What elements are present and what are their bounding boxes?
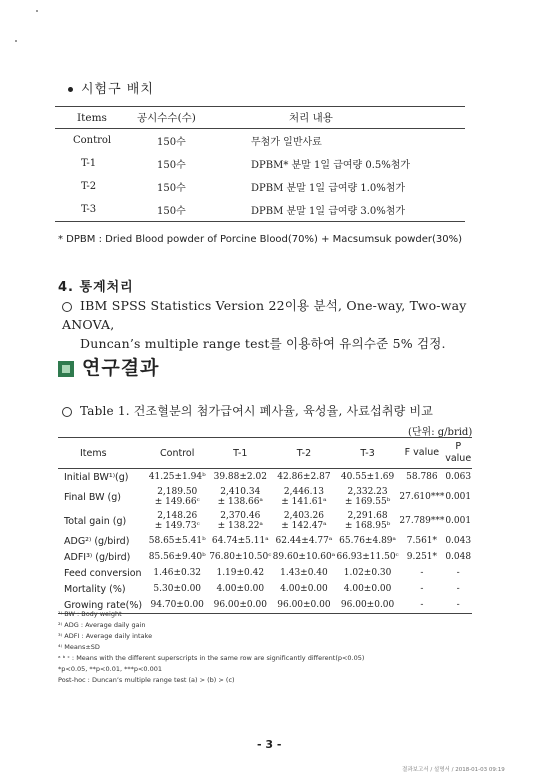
cell-t3: 1.02±0.30 — [343, 568, 392, 578]
cell-c: 85.56±9.40ᵇ — [148, 552, 206, 562]
cell-c: 94.70±0.00 — [146, 597, 209, 614]
footnote-line: Post-hoc : Duncan’s multiple range test (a) > (b) > (c) — [58, 676, 235, 684]
cell-t1: 4.00±0.00 — [216, 584, 265, 594]
cell-t3: 66.93±11.50ᶜ — [336, 552, 399, 562]
cell-t2: 96.00±0.00 — [272, 597, 336, 614]
cell-t3: 96.00±0.00 — [336, 597, 400, 614]
table1-caption: Table 1. 건조혈분의 첨가급여시 폐사율, 육성율, 사료섭취량 비교 — [62, 402, 433, 421]
section4-title: 4. 통계처리 — [58, 280, 134, 295]
header-p-value: P value — [444, 438, 472, 469]
row-label: ADG²⁾ (g/bird) — [64, 535, 130, 547]
bullet-icon — [68, 87, 73, 92]
cell-t1: 76.80±10.50ᶜ — [209, 552, 272, 562]
cell-p-value: 0.063 — [445, 472, 472, 482]
section4-line2: Duncan’s multiple range test를 이용하여 유의수준 5% 검정. — [80, 336, 446, 351]
table-row — [58, 469, 472, 486]
scan-mark — [36, 10, 38, 12]
cell-p-value: - — [444, 597, 472, 614]
scan-mark — [15, 40, 17, 42]
cell-line: ± 169.55ᵇ — [344, 497, 391, 507]
table-row — [58, 485, 472, 509]
section4-text — [62, 296, 502, 353]
cell-line: ± 149.73ᶜ — [154, 521, 200, 531]
row-label: Growing rate(%) — [58, 597, 146, 614]
cell-c — [146, 509, 209, 533]
cell-line: ± 142.47ᵃ — [281, 521, 327, 531]
table-header-row — [58, 438, 472, 469]
cell-f-value: - — [399, 597, 444, 614]
cell-t3: 40.55±1.69 — [340, 472, 395, 482]
cell: DPBM* 분말 1일 급여량 0.5%첨가 — [251, 160, 411, 171]
cell-t2: 89.60±10.60ᵃ — [272, 552, 336, 562]
header-t1: T-1 — [208, 438, 272, 469]
cell-t1: 39.88±2.02 — [213, 472, 267, 482]
cell-line: 2,403.26 — [283, 511, 324, 521]
cell-t3: 65.76±4.89ᵃ — [339, 536, 396, 546]
table-row — [58, 509, 472, 533]
cell-line: ± 138.66ᵃ — [217, 497, 263, 507]
table-row — [55, 198, 465, 222]
cell-line: 2,148.26 — [157, 511, 198, 521]
table-row — [58, 549, 472, 565]
table-footnote: * DPBM : Dried Blood powder of Porcine Blood(70%) + Macsumsuk powder(30%) — [58, 234, 463, 245]
table-row — [58, 565, 472, 581]
footnote-line: ³⁾ ADFI : Average daily intake — [58, 632, 153, 640]
cell-t3 — [336, 485, 400, 509]
table1-unit: (단위: g/brid) — [408, 427, 473, 438]
table-row — [55, 175, 465, 198]
header-items: Items — [58, 438, 146, 469]
results-heading: 연구결과 — [58, 353, 159, 380]
cell: T-3 — [55, 198, 137, 222]
cell-p-value: 0.048 — [445, 552, 472, 562]
header-count: 공시수수(수) — [137, 107, 229, 129]
table-header-row — [55, 107, 465, 129]
footnote-line: ¹⁾ BW : Body weight — [58, 610, 122, 618]
cell-t2: 1.43±0.40 — [280, 568, 328, 578]
cell-line: ± 168.95ᵇ — [344, 521, 391, 531]
cell-t2: 42.86±2.87 — [277, 472, 331, 482]
cell-f-value: - — [420, 584, 424, 594]
cell-p-value: 0.001 — [445, 516, 472, 526]
circle-bullet-icon — [62, 302, 72, 312]
table-row — [58, 581, 472, 597]
cell-line: 2,410.34 — [220, 487, 261, 497]
cell-t1: 64.74±5.11ᵃ — [211, 536, 269, 546]
row-label: Total gain (g) — [64, 515, 127, 527]
cell-line: 2,446.13 — [283, 487, 324, 497]
section-heading: 시험구 배치 — [68, 78, 154, 97]
cell-c — [146, 485, 209, 509]
table-row — [58, 533, 472, 549]
cell-f-value: 9.251* — [406, 552, 438, 562]
cell-line: ± 138.22ᵃ — [217, 521, 263, 531]
row-label: Initial BW¹⁾(g) — [64, 471, 129, 483]
cell-c: 5.30±0.00 — [153, 584, 202, 594]
cell-f-value: 27.610*** — [399, 492, 445, 502]
results-table — [58, 437, 472, 614]
cell-t2: 62.44±4.77ᵃ — [275, 536, 333, 546]
footer-stamp: 결과보고서 / 설명서 / 2018-01-03 09:19 — [402, 767, 505, 773]
header-items: Items — [55, 107, 137, 129]
cell-p-value: - — [456, 568, 460, 578]
cell-p-value: - — [456, 584, 460, 594]
cell-t2 — [272, 509, 336, 533]
footnote-line: ²⁾ ADG : Average daily gain — [58, 621, 146, 629]
cell-line: 2,370.46 — [220, 511, 261, 521]
row-label: Feed conversion — [64, 567, 142, 579]
table-row — [55, 152, 465, 175]
header-treatment: 처리 내용 — [229, 107, 465, 129]
cell-line: ± 141.61ᵃ — [281, 497, 327, 507]
cell-p-value: 0.001 — [445, 492, 472, 502]
cell: DPBM 분말 1일 급여량 3.0%첨가 — [229, 198, 465, 222]
cell-c: 58.65±5.41ᵇ — [148, 536, 206, 546]
section4-line1: IBM SPSS Statistics Version 22이용 분석, One-way, Two-way ANOVA, — [62, 298, 467, 332]
row-label: Mortality (%) — [64, 583, 126, 595]
cell: T-2 — [81, 181, 97, 192]
cell-c: 1.46±0.32 — [153, 568, 202, 578]
header-t2: T-2 — [272, 438, 336, 469]
cell-p-value: 0.043 — [445, 536, 472, 546]
cell-t2: 4.00±0.00 — [280, 584, 328, 594]
header-f-value: F value — [399, 438, 444, 469]
cell: T-1 — [81, 158, 97, 169]
cell: DPBM 분말 1일 급여량 1.0%첨가 — [251, 183, 406, 194]
cell: 150수 — [157, 137, 186, 148]
cell-t1: 1.19±0.42 — [216, 568, 265, 578]
cell-t3 — [336, 509, 400, 533]
cell-f-value: 7.561* — [406, 536, 438, 546]
cell-t1 — [208, 485, 272, 509]
cell-t2 — [272, 485, 336, 509]
footnote-line: ᵃ ᵇ ᶜ : Means with the different superscripts in the same row are significantly different(p<0.05) — [58, 654, 365, 662]
cell-line: 2,332.23 — [347, 487, 388, 497]
table-row — [55, 129, 465, 153]
square-bullet-icon — [58, 361, 74, 377]
page-number: - 3 - — [257, 738, 282, 751]
header-t3: T-3 — [336, 438, 400, 469]
cell: Control — [73, 135, 112, 146]
cell-line: 2,291.68 — [347, 511, 388, 521]
footnote-line: *p<0.05, **p<0.01, ***p<0.001 — [58, 665, 163, 673]
cell: 150수 — [157, 160, 186, 171]
cell-f-value: - — [420, 568, 424, 578]
cell-t1: 96.00±0.00 — [208, 597, 272, 614]
cell-line: ± 149.66ᶜ — [154, 497, 200, 507]
row-label: ADFI³⁾ (g/bird) — [64, 551, 131, 563]
footnote-line: ⁴⁾ Means±SD — [58, 643, 100, 651]
cell: 150수 — [137, 198, 229, 222]
cell-t3: 4.00±0.00 — [343, 584, 392, 594]
cell-t1 — [208, 509, 272, 533]
cell: 150수 — [157, 183, 186, 194]
cell: 무첨가 일반사료 — [251, 137, 322, 148]
header-control: Control — [146, 438, 209, 469]
cell-f-value: 27.789*** — [399, 516, 445, 526]
layout-table — [55, 106, 465, 222]
table1-footnotes — [58, 610, 498, 687]
cell-line: 2,189.50 — [157, 487, 198, 497]
cell-c: 41.25±1.94ᵇ — [148, 472, 206, 482]
row-label: Final BW (g) — [64, 491, 121, 503]
circle-bullet-icon — [62, 407, 72, 417]
cell-f-value: 58.786 — [406, 472, 438, 482]
